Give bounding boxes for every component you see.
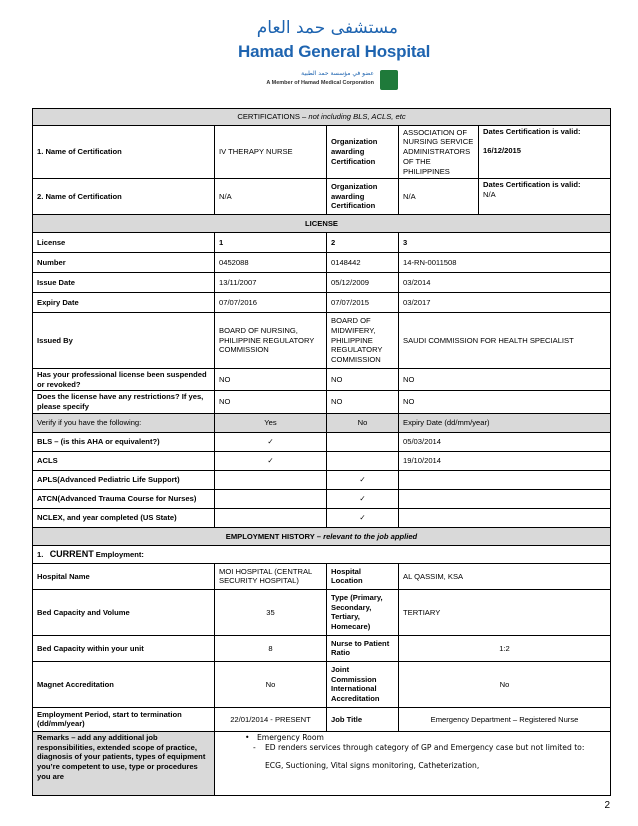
employment-row xyxy=(33,661,611,707)
verify-no-header: No xyxy=(327,413,399,432)
hmc-emblem-icon xyxy=(380,70,398,90)
remarks-content xyxy=(215,731,611,795)
license-row xyxy=(33,391,611,413)
jci-label: Joint Commission International Accreditation xyxy=(327,661,399,707)
org-label: Organization awarding Certification xyxy=(327,126,399,179)
license-col-2: 2 xyxy=(327,233,399,253)
license-row xyxy=(33,273,611,293)
remarks-row xyxy=(33,731,611,795)
logo-arabic-name: مستشفى حمد العام xyxy=(256,18,398,38)
cert-dates-cell xyxy=(479,179,611,215)
employment-period: 22/01/2014 - PRESENT xyxy=(215,707,327,731)
verify-label: Verify if you have the following: xyxy=(33,413,215,432)
hospital-location: AL QASSIM, KSA xyxy=(399,563,611,589)
hospital-location-label: Hospital Location xyxy=(327,563,399,589)
hospital-type: TERTIARY xyxy=(399,589,611,635)
dates-value: N/A xyxy=(483,189,496,199)
verify-expiry-date: 05/03/2014 xyxy=(399,432,611,451)
checkmark-icon xyxy=(215,470,327,489)
remarks-detail: ECG, Suctioning, Vital signs monitoring, Catheterization, xyxy=(265,761,480,771)
org-value: N/A xyxy=(399,179,479,215)
certification-row xyxy=(33,179,611,215)
issued-by: BOARD OF MIDWIFERY, PHILIPPINE REGULATORY COMMISSION xyxy=(327,313,399,369)
certification-value: IV THERAPY NURSE xyxy=(215,126,327,179)
restrictions-value: NO xyxy=(399,391,611,413)
verify-item-label: ACLS xyxy=(33,451,215,470)
cert-dates-cell xyxy=(479,126,611,179)
magnet-label: Magnet Accreditation xyxy=(33,661,215,707)
verify-yes-header: Yes xyxy=(215,413,327,432)
restrictions-value: NO xyxy=(327,391,399,413)
license-row xyxy=(33,253,611,273)
magnet-value: No xyxy=(215,661,327,707)
suspended-value: NO xyxy=(399,369,611,391)
license-col-1: 1 xyxy=(215,233,327,253)
checkmark-icon: ✓ xyxy=(327,489,399,508)
expiry-date: 07/07/2016 xyxy=(215,293,327,313)
application-form-table xyxy=(32,108,611,796)
verify-header-row xyxy=(33,413,611,432)
certifications-header: CERTIFICATIONS – not including BLS, ACLS, etc xyxy=(33,109,611,126)
employment-period-label: Employment Period, start to termination (dd/mm/year) xyxy=(33,707,215,731)
number-label: Number xyxy=(33,253,215,273)
certification-label: 2. Name of Certification xyxy=(33,179,215,215)
employment-row xyxy=(33,635,611,661)
checkmark-icon: ✓ xyxy=(215,432,327,451)
license-header: LICENSE xyxy=(33,215,611,233)
issued-by: SAUDI COMMISSION FOR HEALTH SPECIALIST xyxy=(399,313,611,369)
expiry-date: 07/07/2015 xyxy=(327,293,399,313)
verify-item-label: NCLEX, and year completed (US State) xyxy=(33,508,215,527)
verify-row xyxy=(33,470,611,489)
verify-expiry-date: 19/10/2014 xyxy=(399,451,611,470)
dates-label: Dates Certification is valid: xyxy=(483,127,581,136)
current-employment-heading: 1. CURRENT Employment: xyxy=(33,545,611,563)
verify-expiry-date xyxy=(399,489,611,508)
checkmark-icon xyxy=(215,508,327,527)
logo-english-name: Hamad General Hospital xyxy=(238,42,431,61)
license-label: License xyxy=(33,233,215,253)
expiry-date: 03/2017 xyxy=(399,293,611,313)
jci-value: No xyxy=(399,661,611,707)
issued-by: BOARD OF NURSING, PHILIPPINE REGULATORY COMMISSION xyxy=(215,313,327,369)
issue-date: 05/12/2009 xyxy=(327,273,399,293)
verify-row xyxy=(33,432,611,451)
verify-item-label: APLS(Advanced Pediatric Life Support) xyxy=(33,470,215,489)
employment-row xyxy=(33,707,611,731)
verify-item-label: BLS – (is this AHA or equivalent?) xyxy=(33,432,215,451)
license-number: 0148442 xyxy=(327,253,399,273)
verify-expiry-date xyxy=(399,470,611,489)
unit-capacity-label: Bed Capacity within your unit xyxy=(33,635,215,661)
job-title-label: Job Title xyxy=(327,707,399,731)
license-row xyxy=(33,293,611,313)
license-number: 0452088 xyxy=(215,253,327,273)
suspended-value: NO xyxy=(215,369,327,391)
hospital-logo xyxy=(234,18,431,96)
checkmark-icon xyxy=(327,451,399,470)
remarks-label: Remarks – add any additional job responsibilities, extended scope of practice, diagnosis of your patients, types of equipment you’re competent to use, type or procedures you are xyxy=(33,731,215,795)
suspended-value: NO xyxy=(327,369,399,391)
checkmark-icon xyxy=(215,489,327,508)
verify-row xyxy=(33,508,611,527)
issue-date-label: Issue Date xyxy=(33,273,215,293)
issued-by-label: Issued By xyxy=(33,313,215,369)
verify-row xyxy=(33,451,611,470)
certification-row xyxy=(33,126,611,179)
bed-capacity-label: Bed Capacity and Volume xyxy=(33,589,215,635)
job-title: Emergency Department – Registered Nurse xyxy=(399,707,611,731)
certification-label: 1. Name of Certification xyxy=(33,126,215,179)
nurse-ratio: 1:2 xyxy=(399,635,611,661)
dates-label: Dates Certification is valid: xyxy=(483,180,581,189)
unit-capacity: 8 xyxy=(215,635,327,661)
logo-tagline-arabic: عضو في مؤسسة حمد الطبية xyxy=(301,70,374,77)
verify-row xyxy=(33,489,611,508)
license-number: 14-RN-0011508 xyxy=(399,253,611,273)
suspended-label: Has your professional license been suspended or revoked? xyxy=(33,369,215,391)
page-number: 2 xyxy=(604,800,610,811)
restrictions-value: NO xyxy=(215,391,327,413)
hospital-name-label: Hospital Name xyxy=(33,563,215,589)
verify-item-label: ATCN(Advanced Trauma Course for Nurses) xyxy=(33,489,215,508)
employment-row xyxy=(33,589,611,635)
logo-tagline-english: A Member of Hamad Medical Corporation xyxy=(266,80,374,86)
license-row xyxy=(33,313,611,369)
bed-capacity: 35 xyxy=(215,589,327,635)
license-row xyxy=(33,233,611,253)
license-row xyxy=(33,369,611,391)
org-label: Organization awarding Certification xyxy=(327,179,399,215)
checkmark-icon xyxy=(327,432,399,451)
certification-value: N/A xyxy=(215,179,327,215)
employment-row xyxy=(33,563,611,589)
checkmark-icon: ✓ xyxy=(327,470,399,489)
org-value: ASSOCIATION OF NURSING SERVICE ADMINISTRATORS OF THE PHILIPPINES xyxy=(399,126,479,179)
dates-value: 16/12/2015 xyxy=(483,145,522,155)
license-col-3: 3 xyxy=(399,233,611,253)
issue-date: 03/2014 xyxy=(399,273,611,293)
nurse-ratio-label: Nurse to Patient Ratio xyxy=(327,635,399,661)
restrictions-label: Does the license have any restrictions? If yes, please specify xyxy=(33,391,215,413)
verify-expiry-header: Expiry Date (dd/mm/year) xyxy=(399,413,611,432)
hospital-name: MOI HOSPITAL (CENTRAL SECURITY HOSPITAL) xyxy=(215,563,327,589)
hospital-type-label: Type (Primary, Secondary, Tertiary, Homecare) xyxy=(327,589,399,635)
checkmark-icon: ✓ xyxy=(327,508,399,527)
remarks-bullet: • Emergency Room xyxy=(245,733,606,743)
employment-header: EMPLOYMENT HISTORY – relevant to the job applied xyxy=(33,527,611,545)
remarks-dash-item: - ED renders services through category of GP and Emergency case but not limited to: xyxy=(253,743,606,753)
expiry-date-label: Expiry Date xyxy=(33,293,215,313)
verify-expiry-date xyxy=(399,508,611,527)
issue-date: 13/11/2007 xyxy=(215,273,327,293)
checkmark-icon: ✓ xyxy=(215,451,327,470)
